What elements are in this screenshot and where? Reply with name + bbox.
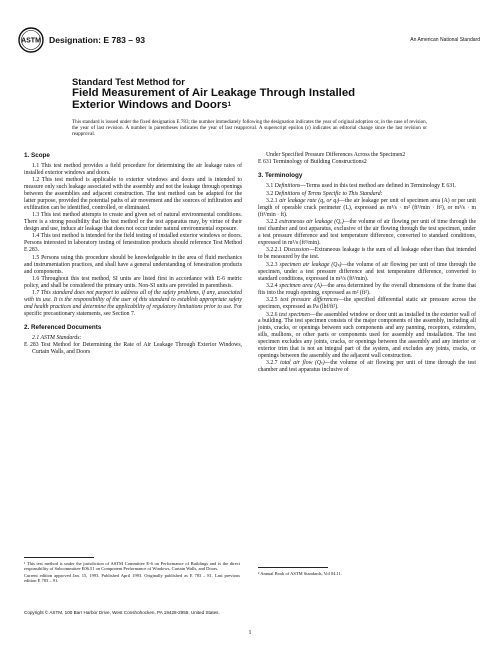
paragraph-3-2-3: 3.2.3 specimen air leakage (Qₛ)—the volume of air flowing per unit of time through the specimen, under a test pressure difference and test temperature difference, converted to standard conditions, expressed in m³/s (ft³/min). bbox=[258, 261, 476, 282]
paragraph-1-5: 1.5 Persons using this procedure should be knowledgeable in the area of fluid mechanics and instrumentation practices, and shall have a general understanding of fenestration products and components. bbox=[24, 254, 242, 275]
paragraph-1-2: 1.2 This test method is applicable to exterior windows and doors and is intended to measure only such leakage associated with the assembly and not the leakage through openings between the assemblies and adjacent construction. The test method can be adapted for the latter purpose, provided the potential paths of air movement and the sources of infiltration and exfiltration can be identified, controlled, or eliminated. bbox=[24, 177, 242, 211]
footnotes-right bbox=[258, 571, 474, 577]
issued-note: This standard is issued under the fixed designation E 783; the number immediately following the designation indicates the year of original adoption or, in the case of revision, the year of last revision. A number in parentheses indicates the year of last reapproval. A superscript epsilon (ε) indicates an editorial change since the last revision or reapproval. bbox=[72, 119, 427, 138]
reference-e283-continued: Under Specified Pressure Differences Across the Specimen2 bbox=[266, 152, 406, 158]
right-column bbox=[258, 152, 476, 375]
document-header bbox=[18, 27, 488, 53]
footnote-1-edition: Current edition approved Jan. 15, 1993. Published April 1993. Originally published as E 783 – 81. Last previous edition E 783 – 91. bbox=[24, 572, 240, 584]
title-line-1: Standard Test Method for bbox=[72, 76, 185, 87]
paragraph-1-3: 1.3 This test method attempts to create and given set of natural environmental conditions. There is a strong possibility that the test method or the test apparatus may, by virtue of their design and use, induce air leakage that does not occur under natural environmental exposure. bbox=[24, 212, 242, 233]
paragraph-3-2-2: 3.2.2 extraneous air leakage (Qₑ)—the volume of air flowing per unit of time through the test chamber and test apparatus, exclusive of the air flowing through the test specimen, under a test pressure difference and test temperature difference, converted to standard conditions, expressed in m³/s (ft³/min). bbox=[258, 219, 476, 246]
paragraph-1-6: 1.6 Throughout this test method, SI units are listed first in accordance with E-6 metric policy, and shall be considered the primary units. Non-SI units are provided in parenthesis. bbox=[24, 275, 242, 289]
paragraph-3-2: 3.2 Definitions of Terms Specific to This Standard: bbox=[266, 190, 383, 197]
paragraph-3-1: 3.1 Definitions—Terms used in this test method are defined in Terminology E 631. bbox=[266, 183, 457, 190]
title-line-2: Field Measurement of Air Leakage Through Installed bbox=[72, 87, 356, 99]
paragraph-1-7: 1.7 This standard does not purport to address all of the safety problems, if any, associated with its use. It is the responsibility of the user of this standard to establish appropriate safety and health practices and determine the applicability of regulatory limitations prior to use. For specific precautionary statements, see Section 7. bbox=[24, 290, 243, 317]
publisher-label: An American National Standard bbox=[410, 37, 480, 43]
footnote-rule-right bbox=[258, 567, 328, 568]
designation: Designation: E 783 – 93 bbox=[49, 35, 145, 45]
title-line-3: Exterior Windows and Doors$^1$ bbox=[72, 99, 231, 112]
footnote-2: ² Annual Book of ASTM Standards, Vol 04.11. bbox=[258, 571, 343, 576]
reference-e631: E 631 Terminology of Building Constructions2 bbox=[258, 159, 367, 166]
footnote-rule-left bbox=[24, 557, 94, 558]
astm-logo-icon bbox=[18, 27, 44, 53]
paragraph-3-2-7: 3.2.7 total air flow (Qₜ)—the volume of air flowing per unit of time through the test chamber and test apparatus inclusive of bbox=[258, 360, 476, 374]
document-title bbox=[72, 76, 412, 111]
reference-e283: E 283 Test Method for Determining the Rate of Air Leakage Through Exterior Windows, Curtain Walls, and Doors bbox=[24, 342, 242, 356]
section-heading-referenced-documents: 2. Referenced Documents bbox=[24, 323, 102, 331]
paragraph-2-1: 2.1 ASTM Standards: bbox=[32, 334, 82, 341]
left-column bbox=[24, 152, 242, 356]
paragraph-3-2-4: 3.2.4 specimen area (A)—the area determined by the overall dimensions of the frame that fits into the rough opening, expressed as m² (ft²). bbox=[258, 282, 476, 296]
footnote-1: ¹ This test method is under the jurisdiction of ASTM Committee E-6 on Performance of Buildings and is the direct responsibility of Subcommittee E06.51 on Component Performance of Windows, Curtain Walls, and Doors. bbox=[24, 561, 240, 572]
svg-text:ASTM: ASTM bbox=[21, 37, 41, 45]
footnotes-left bbox=[24, 561, 240, 585]
paragraph-1-1: 1.1 This test method provides a field procedure for determining the air leakage rates of installed exterior windows and doors. bbox=[24, 162, 242, 176]
paragraph-1-4: 1.4 This test method is intended for the field testing of installed exterior windows or doors. Persons interested in laboratory testing of fenestration products should reference Test Method E 283. bbox=[24, 233, 242, 254]
title-footnote-mark: 1 bbox=[227, 102, 231, 109]
paragraph-3-2-2-1: 3.2.2.1 Discussion—Extraneous leakage is the sum of all leakage other than that intended to be measured by the test. bbox=[258, 247, 476, 261]
paragraph-3-2-6: 3.2.6 test specimen—the assembled window or door unit as installed in the exterior wall of a building. The test specimen consists of the major components of the assembly, including all joints, cracks, or openings between such components and any panning, receptors, extenders, sills, mullions, or other parts or components used for assembly and installation. The test specimen excludes any joints, cracks, or openings between the assembly and any interior or exterior trim that is not an integral part of the system, and excludes any joints, cracks, or openings between the assembly and the adjacent wall construction. bbox=[258, 311, 477, 359]
page-number: 1 bbox=[248, 630, 252, 636]
paragraph-3-2-5: 3.2.5 test pressure differences—the specified differential static air pressure across the specimen, expressed as Pa (lbf/ft²). bbox=[258, 297, 476, 311]
copyright-notice: Copyright © ASTM, 100 Barr Harbor Drive, West Conshohocken, PA 19428-2959, United States. bbox=[24, 610, 220, 615]
section-heading-scope: 1. Scope bbox=[24, 152, 50, 159]
paragraph-3-2-1: 3.2.1 air leakage rate (qₐ or qₗ)—the air leakage per unit of specimen area (A) or per unit length of operable crack perimeter (L), expressed as m³/s · m² (ft³/min · ft²), or m³/s · m (ft³/min · ft). bbox=[258, 198, 476, 218]
section-heading-terminology: 3. Terminology bbox=[258, 172, 303, 180]
